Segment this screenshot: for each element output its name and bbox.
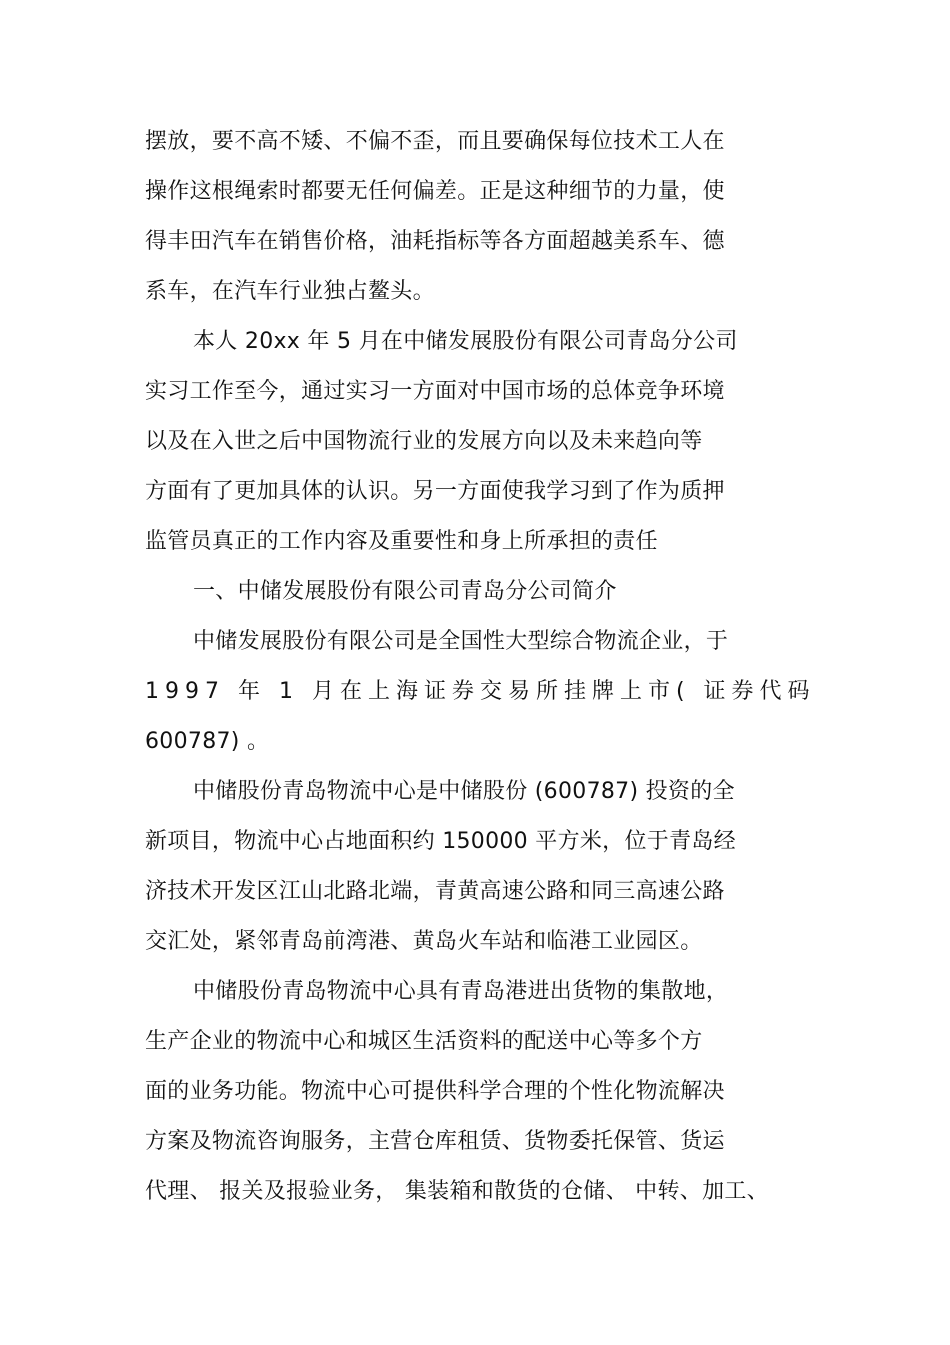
text-line: 摆放，要不高不矮、不偏不歪，而且要确保每位技术工人在 — [145, 129, 725, 154]
text-line: 系车，在汽车行业独占鳌头。 — [145, 279, 435, 304]
paragraph-start-line: 中储股份青岛物流中心具有青岛港进出货物的集散地， — [193, 979, 729, 1004]
text-line: 实习工作至今，通过实习一方面对中国市场的总体竞争环境 — [145, 379, 725, 404]
text-line: 新项目，物流中心占地面积约 150000 平方米，位于青岛经 — [145, 829, 736, 854]
text-line: 以及在入世之后中国物流行业的发展方向以及未来趋向等 — [145, 429, 703, 454]
text-line: 代理、 报关及报验业务， 集装箱和散货的仓储、 中转、加工、 — [145, 1179, 769, 1204]
text-line: 方案及物流咨询服务，主营仓库租赁、货物委托保管、货运 — [145, 1129, 725, 1154]
text-line: 得丰田汽车在销售价格，油耗指标等各方面超越美系车、德 — [145, 229, 725, 254]
text-line: 操作这根绳索时都要无任何偏差。正是这种细节的力量，使 — [145, 179, 725, 204]
paragraph-start-line: 本人 20xx 年 5 月在中储发展股份有限公司青岛分公司 — [193, 329, 738, 354]
text-line: 济技术开发区江山北路北端，青黄高速公路和同三高速公路 — [145, 879, 725, 904]
section-heading: 一、中储发展股份有限公司青岛分公司简介 — [193, 579, 617, 604]
text-line: 1997 年 1 月在上海证券交易所挂牌上市( 证券代码 — [145, 679, 816, 704]
text-line: 交汇处，紧邻青岛前湾港、黄岛火车站和临港工业园区。 — [145, 929, 703, 954]
text-line: 方面有了更加具体的认识。另一方面使我学习到了作为质押 — [145, 479, 725, 504]
paragraph-start-line: 中储股份青岛物流中心是中储股份 (600787) 投资的全 — [193, 779, 735, 804]
text-line: 生产企业的物流中心和城区生活资料的配送中心等多个方 — [145, 1029, 703, 1054]
text-line: 监管员真正的工作内容及重要性和身上所承担的责任 — [145, 529, 658, 554]
paragraph-start-line: 中储发展股份有限公司是全国性大型综合物流企业，于 — [193, 629, 729, 654]
text-line: 面的业务功能。物流中心可提供科学合理的个性化物流解决 — [145, 1079, 725, 1104]
text-line: 600787) 。 — [145, 729, 270, 754]
